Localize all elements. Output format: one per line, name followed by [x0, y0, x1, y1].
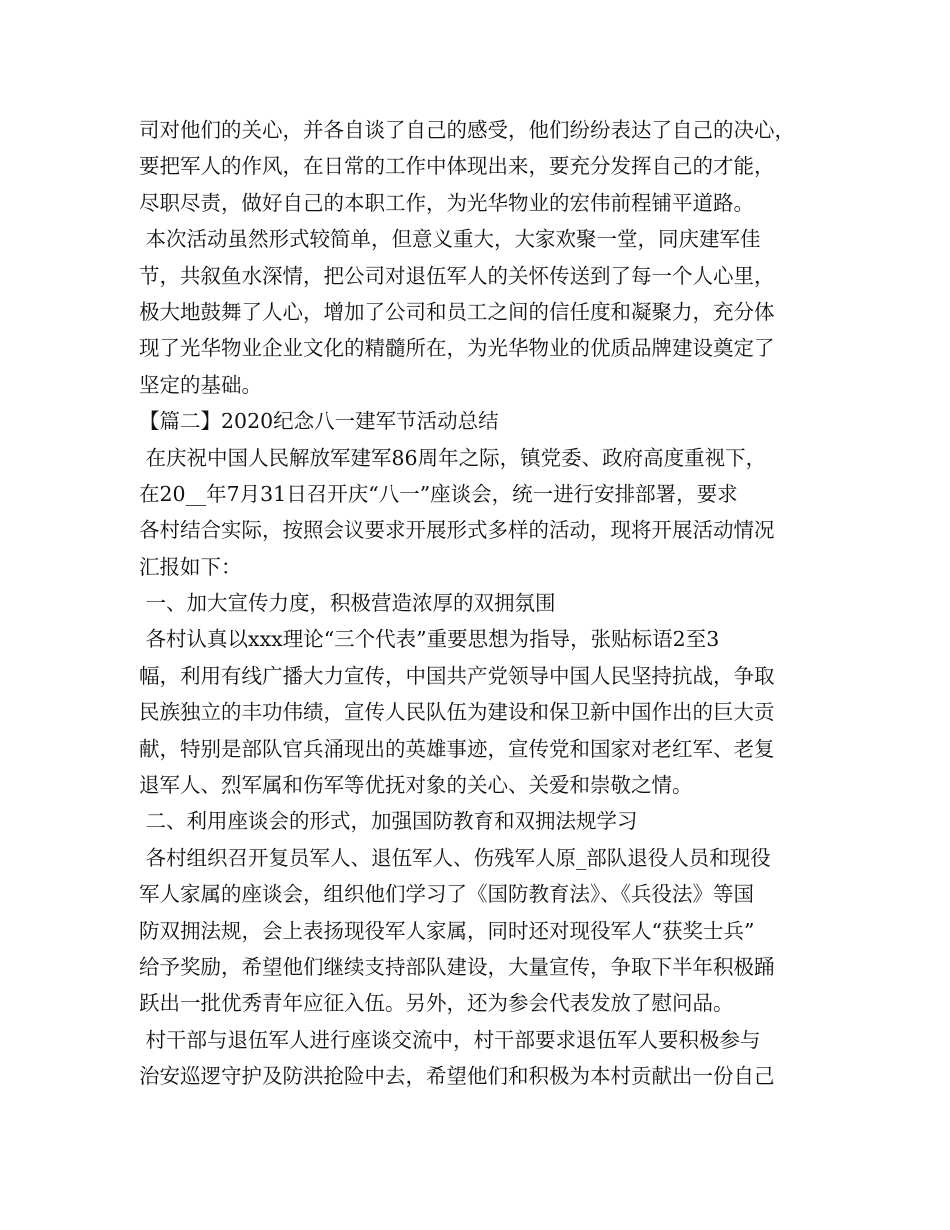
- text-line: 极大地鼓舞了人心，增加了公司和员工之间的信任度和凝聚力，充分体: [139, 299, 775, 324]
- text-line: 各村认真以xxx理论“三个代表”重要思想为指导，张贴标语2至3: [139, 627, 720, 652]
- text-line: 在庆祝中国人民解放军建军86周年之际，镇党委、政府高度重视下，: [139, 445, 767, 470]
- text-line: 村干部与退伍军人进行座谈交流中，村干部要求退伍军人要积极参与: [139, 1027, 761, 1052]
- text-line: 治安巡逻守护及防洪抢险中去，希望他们和积极为本村贡献出一份自己: [139, 1064, 775, 1089]
- text-line: 节，共叙鱼水深情，把公司对退伍军人的关怀传送到了每一个人心里，: [139, 263, 775, 288]
- text-line: 防双拥法规，会上表扬现役军人家属，同时还对现役军人“获奖士兵”: [139, 918, 755, 943]
- section-heading: 【篇二】2020纪念八一建军节活动总结: [139, 409, 499, 434]
- text-line: 各村结合实际，按照会议要求开展形式多样的活动，现将开展活动情况: [139, 518, 775, 543]
- text-line: 退军人、烈军属和伤军等优抚对象的关心、关爱和崇敬之情。: [139, 773, 693, 798]
- text-line: 汇报如下：: [139, 554, 242, 579]
- text-line: 坚定的基础。: [139, 372, 262, 397]
- subsection-heading: 二、利用座谈会的形式，加强国防教育和双拥法规学习: [139, 809, 638, 834]
- text-line: 跃出一批优秀青年应征入伍。另外，还为参会代表发放了慰问品。: [139, 991, 734, 1016]
- text-line: 本次活动虽然形式较简单，但意义重大，大家欢聚一堂，同庆建军佳: [139, 227, 761, 252]
- text-line: 民族独立的丰功伟绩，宣传人民队伍为建设和保卫新中国作出的巨大贡: [139, 700, 775, 725]
- text-line: 军人家属的座谈会，组织他们学习了《国防教育法》、《兵役法》等国: [139, 882, 754, 907]
- document-body: [139, 112, 839, 1095]
- text-line: 献，特别是部队官兵涌现出的英雄事迹，宣传党和国家对老红军、老复: [139, 736, 775, 761]
- text-line: 要把军人的作风，在日常的工作中体现出来，要充分发挥自己的才能，: [139, 154, 775, 179]
- subsection-heading: 一、加大宣传力度，积极营造浓厚的双拥氛围: [139, 591, 556, 616]
- text-line: 在20__年7月31日召开庆“八一”座谈会，统一进行安排部署，要求: [139, 481, 738, 506]
- text-line: 各村组织召开复员军人、退伍军人、伤残军人原_部队退役人员和现役: [139, 845, 771, 870]
- text-line: 给予奖励，希望他们继续支持部队建设，大量宣传，争取下半年积极踊: [139, 954, 775, 979]
- text-line: 幅，利用有线广播大力宣传，中国共产党领导中国人民坚持抗战，争取: [139, 663, 775, 688]
- text-line: 司对他们的关心，并各自谈了自己的感受，他们纷纷表达了自己的决心，: [139, 118, 795, 142]
- text-line: 现了光华物业企业文化的精髓所在，为光华物业的优质品牌建设奠定了: [139, 336, 775, 361]
- text-line: 尽职尽责，做好自己的本职工作，为光华物业的宏伟前程铺平道路。: [139, 190, 754, 215]
